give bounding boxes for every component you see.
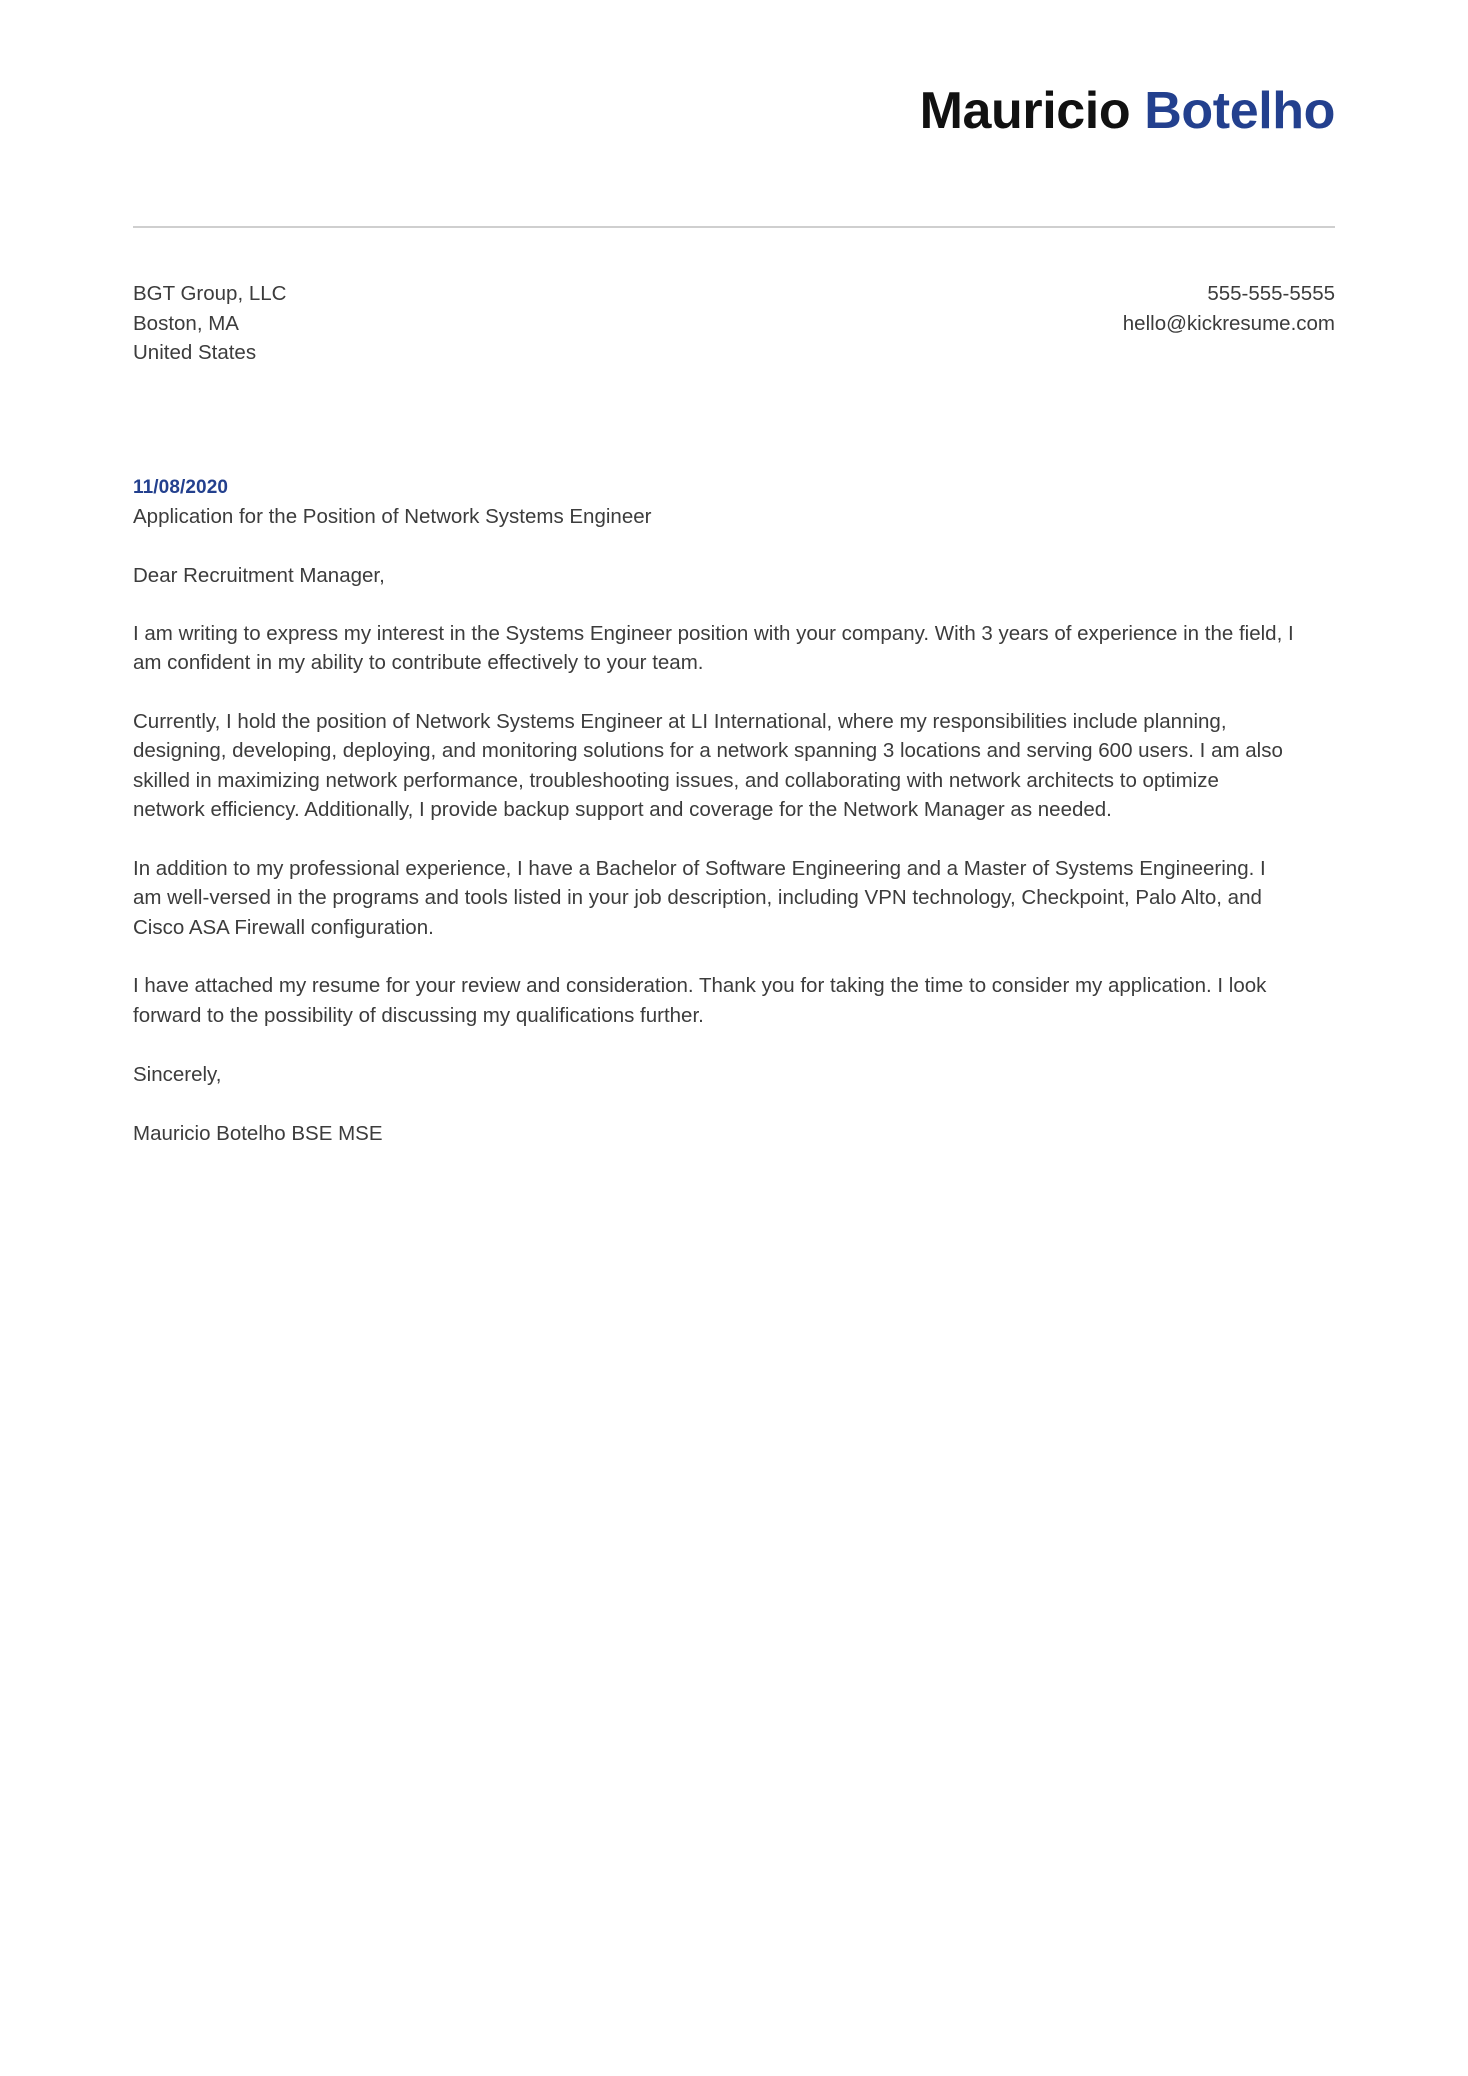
letter-signature: Mauricio Botelho BSE MSE [133, 1122, 383, 1146]
recipient-company: BGT Group, LLC [133, 282, 287, 306]
letter-paragraph: I am writing to express my interest in the Systems Engineer position with your company. With 3 years of experience in the field, I am confident in my ability to contribute effectively to your team. [133, 621, 1294, 675]
sender-phone: 555-555-5555 [1207, 282, 1335, 306]
letter-closing: Sincerely, [133, 1063, 222, 1087]
recipient-address [133, 279, 286, 368]
letter-paragraph: I have attached my resume for your review and consideration. Thank you for taking the time to consider my application. I look forward to the possibility of discussing my qualifications further. [133, 974, 1267, 1027]
letter-body [0, 368, 1468, 1149]
recipient-city: Boston, MA [133, 311, 239, 335]
letter-paragraph: Currently, I hold the position of Network Systems Engineer at LI International, where my responsibilities include planning, designing, developing, deploying, and monitoring solutions for a network spanning 3 locations and serving 600 users. I am also skilled in maximizing network performance, troubleshooting issues, and collaborating with network architects to optimize network efficiency. Additionally, I provide backup support and coverage for the Network Manager as needed. [133, 709, 1283, 822]
sender-contact-details [1123, 279, 1335, 338]
letter-paragraph: In addition to my professional experience, I have a Bachelor of Software Engineering and a Master of Systems Engineering. I am well-versed in the programs and tools listed in your job description, including VPN technology, Checkpoint, Palo Alto, and Cisco ASA Firewall configuration. [133, 856, 1266, 939]
contact-row [0, 228, 1468, 368]
letter-salutation: Dear Recruitment Manager, [133, 563, 385, 587]
letter-header [0, 0, 1468, 140]
letter-subject: Application for the Position of Network Systems Engineer [133, 504, 652, 528]
applicant-name [133, 82, 1335, 140]
letter-date: 11/08/2020 [133, 476, 229, 498]
applicant-first-name: Mauricio [919, 82, 1131, 140]
recipient-country: United States [133, 341, 257, 365]
applicant-last-name: Botelho [1144, 82, 1335, 140]
sender-email: hello@kickresume.com [1122, 311, 1335, 335]
